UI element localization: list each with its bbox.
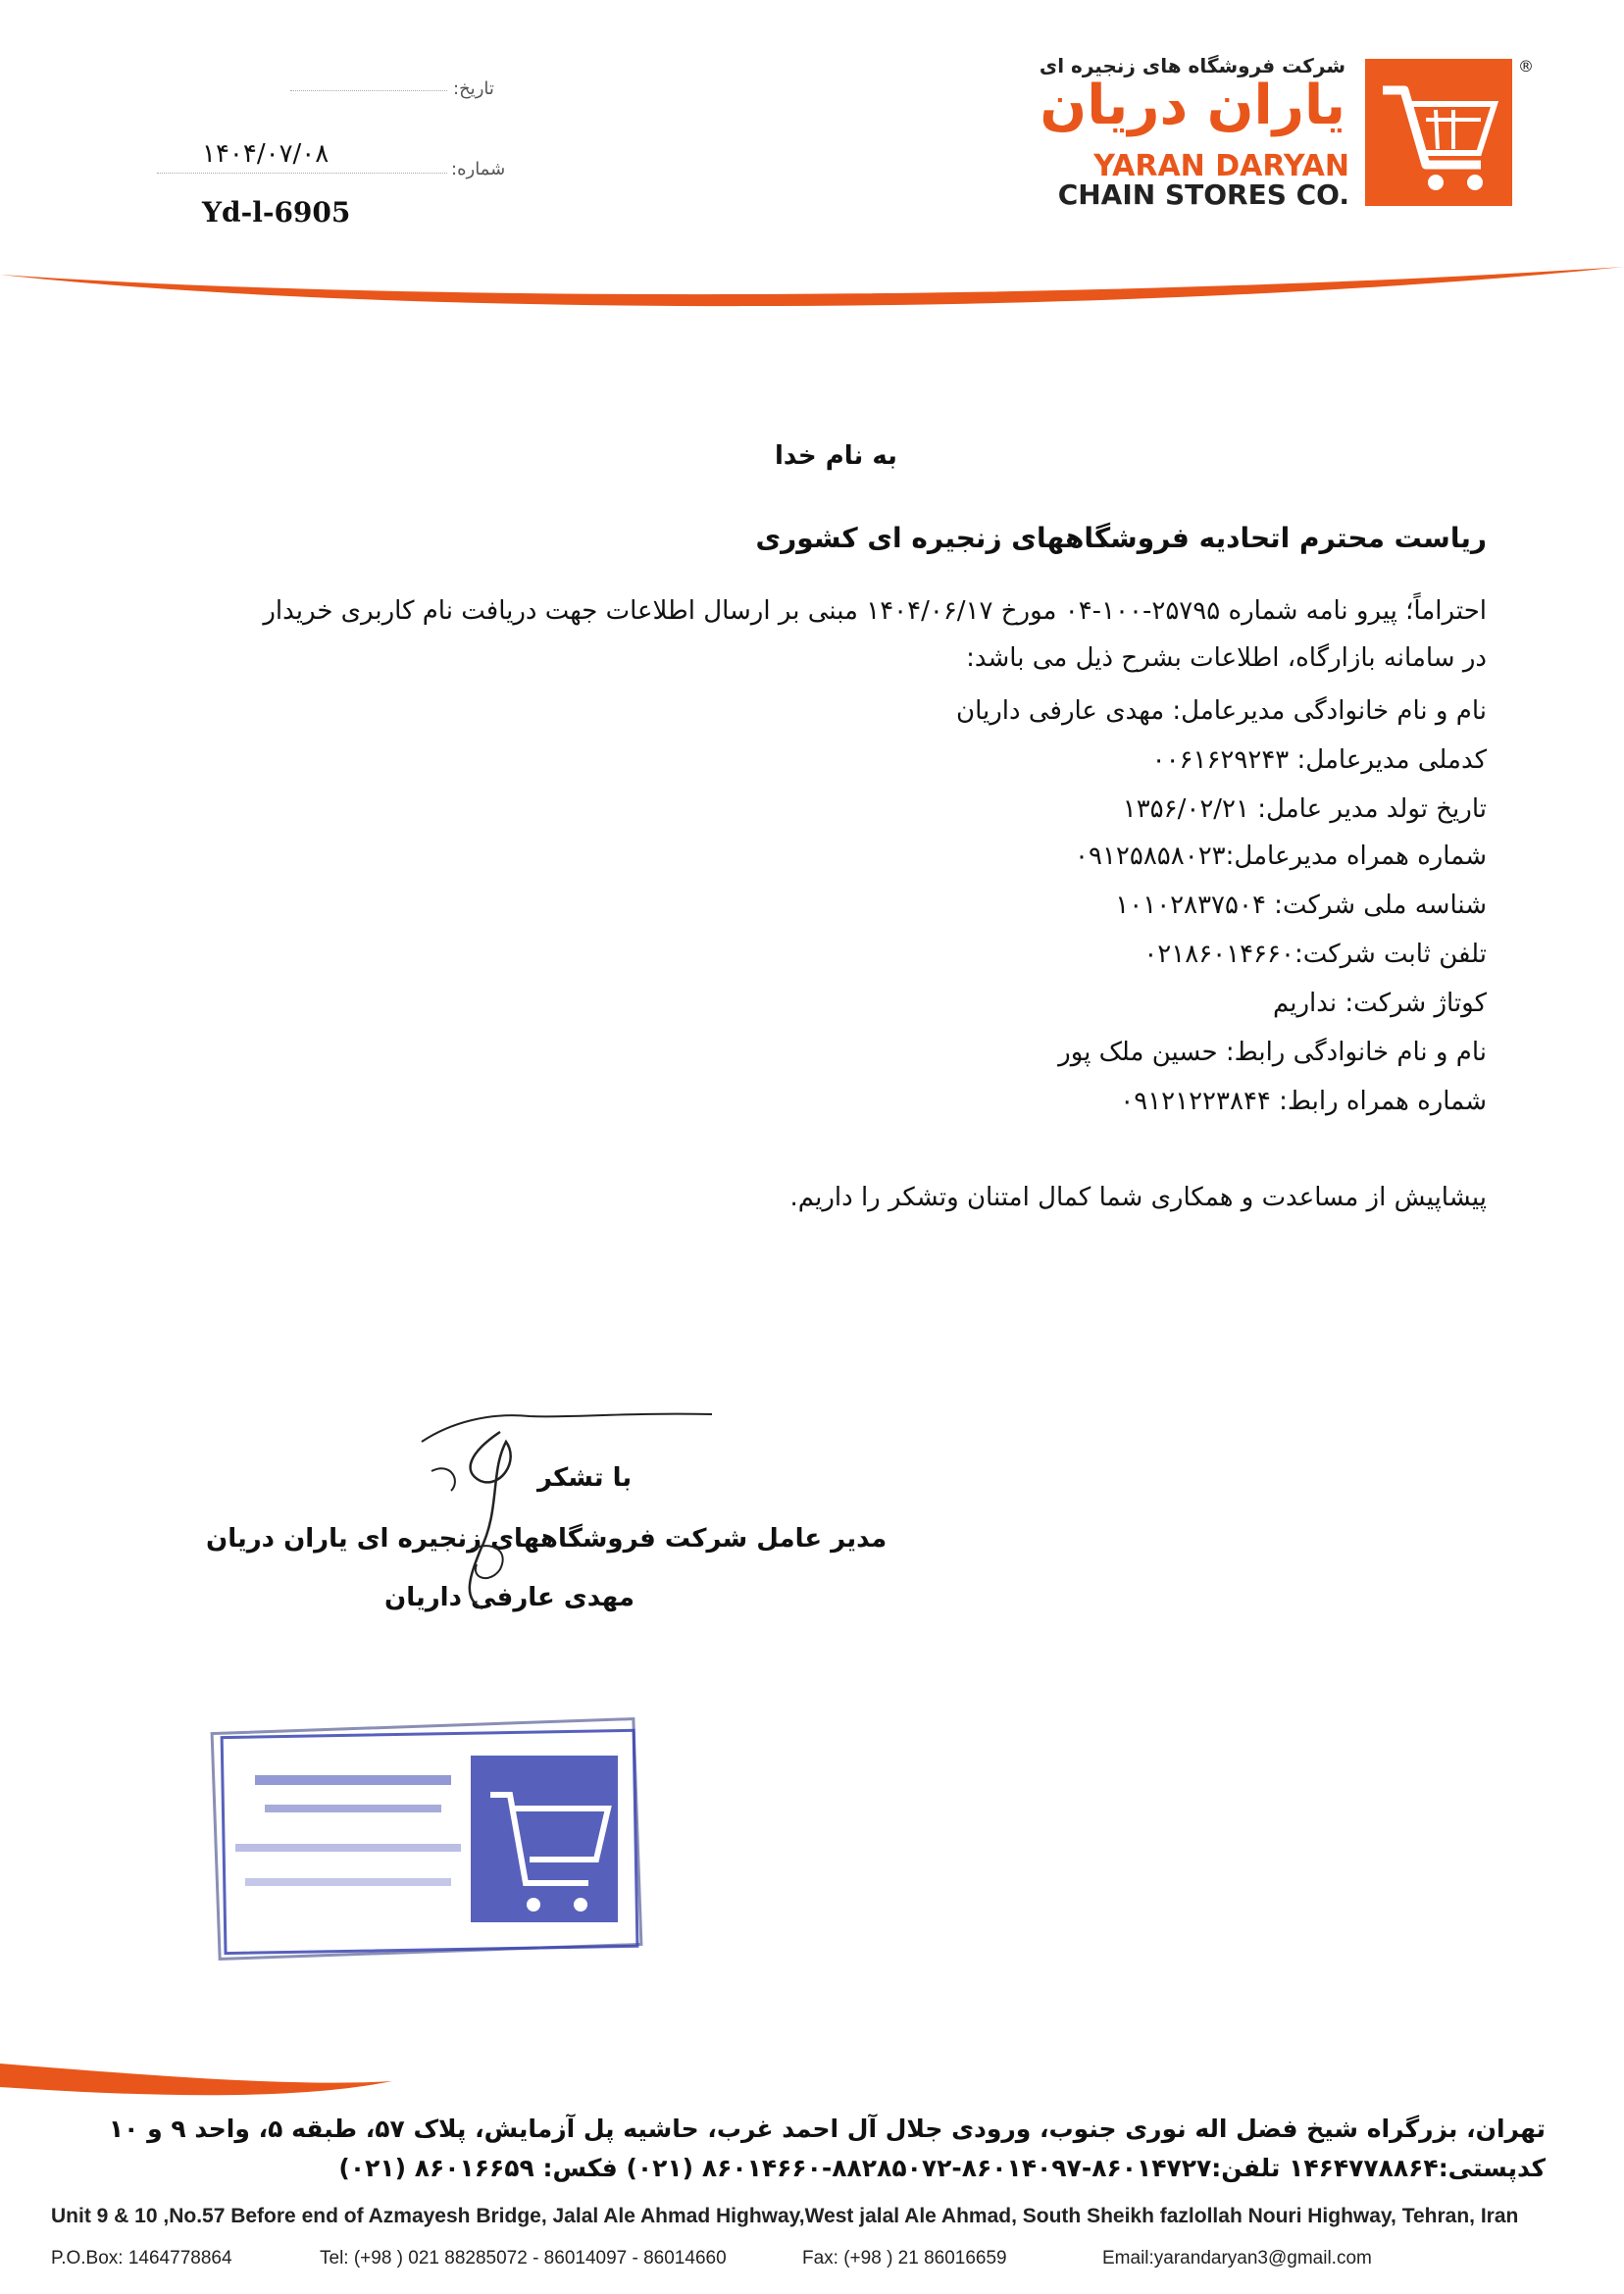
cart-logo-icon [1365,59,1512,206]
footer-fax: Fax: (+98 ) 21 86016659 [802,2248,1007,2269]
header-swoosh-divider [0,263,1624,322]
date-label: تاریخ: [453,78,494,99]
field-ceo-name: نام و نام خانوادگی مدیرعامل: مهدی عارفی داریان [955,696,1487,726]
footer-email: Email:yarandaryan3@gmail.com [1102,2248,1372,2269]
reference-number: Yd-l-6905 [202,196,351,229]
field-company-phone: تلفن ثابت شرکت:۰۲۱۸۶۰۱۴۶۶۰ [1143,940,1487,969]
intro-line-1: احتراماً؛ پیرو نامه شماره ۲۵۷۹۵-۱۰۰-۰۴ مورخ ۱۴۰۴/۰۶/۱۷ مبنی بر ارسال اطلاعات جهت دریافت نام کاربری خریدار [263,596,1487,626]
footer-tel: Tel: (+98 ) 021 88285072 - 86014097 - 86014660 [320,2248,727,2269]
field-company-national-id: شناسه ملی شرکت: ۱۰۱۰۲۸۳۷۵۰۴ [1115,891,1487,920]
intro-line-2: در سامانه بازارگاه، اطلاعات بشرح ذیل می باشد: [966,643,1487,673]
field-company-customs: کوتاژ شرکت: نداریم [1272,989,1487,1018]
closing-line: پیشاپیش از مساعدت و همکاری شما کمال امتنان وتشکر را داریم. [789,1183,1487,1212]
field-contact-name: نام و نام خانوادگی رابط: حسین ملک پور [1058,1038,1487,1067]
footer-pobox: P.O.Box: 1464778864 [51,2248,232,2269]
field-ceo-national-id: کدملی مدیرعامل: ۰۰۶۱۶۲۹۲۴۳ [1151,745,1487,775]
field-ceo-birth-date: تاریخ تولد مدیر عامل: ۱۳۵۶/۰۲/۲۱ [1122,794,1487,824]
company-name-en: YARAN DARYAN [1093,149,1349,183]
company-type-label: شرکت فروشگاه های زنجیره ای [1039,54,1345,77]
company-stamp [177,1687,696,1981]
company-name-fa: یاران دریان [1040,74,1345,137]
field-ceo-mobile: شماره همراه مدیرعامل:۰۹۱۲۵۸۵۸۰۲۳ [1075,841,1487,871]
letter-date-value: ۱۴۰۴/۰۷/۰۸ [202,139,330,169]
signatory-name: مهدی عارفی داریان [384,1583,634,1612]
footer-address-fa: تهران، بزرگراه شیخ فضل اله نوری جنوب، ورودی جلال آل احمد غرب، حاشیه پل آزمایش، پلاک ۵۷، طبقه ۵، واحد ۹ و ۱۰ [108,2115,1546,2143]
field-contact-mobile: شماره همراه رابط: ۰۹۱۲۱۲۲۳۸۴۴ [1120,1087,1487,1116]
company-subtitle-en: CHAIN STORES CO. [1057,178,1349,211]
number-dotted-line [157,173,447,174]
thanks-line: با تشکر [537,1463,633,1493]
recipient-line: ریاست محترم اتحادیه فروشگاههای زنجیره ای کشوری [755,522,1487,554]
footer-swoosh-divider [0,2058,1624,2116]
footer-address-en: Unit 9 & 10 ,No.57 Before end of Azmayesh Bridge, Jalal Ale Ahmad Highway,West jalal Ale Ahmad, South Sheikh fazlollah Nouri Highway, Tehran, Iran [51,2205,1519,2227]
basmala-heading: به نام خدا [775,441,897,471]
registered-mark: ® [1518,57,1534,76]
footer-contacts-fa: کدپستی:۱۴۶۴۷۷۸۸۶۴ تلفن:۸۶۰۱۴۷۲۷-۸۶۰۱۴۰۹۷-۸۸۲۸۵۰۷۲-۸۶۰۱۴۶۶۰ (۰۲۱) فکس: ۸۶۰۱۶۶۵۹ (۰۲۱) [338,2154,1546,2182]
number-label: شماره: [451,159,506,179]
signatory-title: مدیر عامل شرکت فروشگاههای زنجیره ای یاران دریان [206,1524,888,1554]
handwritten-signature [412,1402,726,1628]
date-dotted-line [290,90,447,91]
